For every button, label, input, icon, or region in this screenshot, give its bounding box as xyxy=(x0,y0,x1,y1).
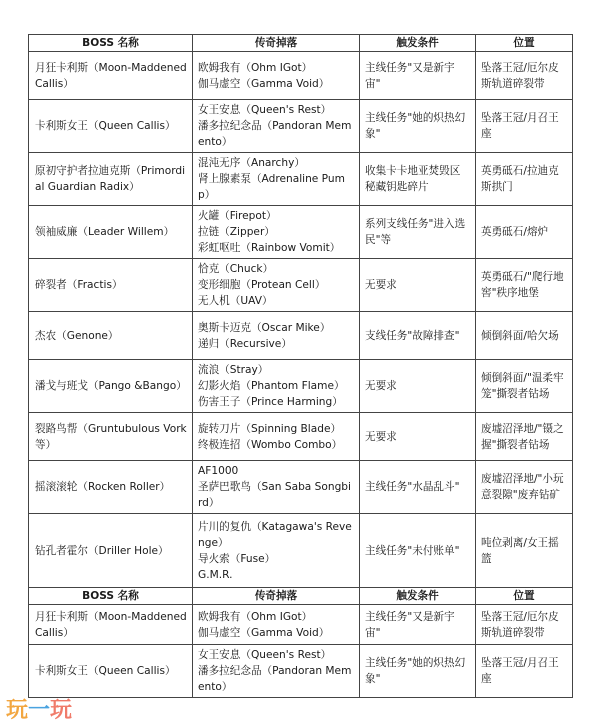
trigger-condition: 主线任务"未付账单" xyxy=(360,514,476,588)
column-header: 触发条件 xyxy=(360,588,476,605)
drop-item: 圣萨巴歌鸟（San Saba Songbird） xyxy=(198,481,351,509)
watermark-logo xyxy=(6,693,72,724)
drop-item: 变形细胞（Protean Cell） xyxy=(198,279,326,291)
trigger-condition: 无要求 xyxy=(360,413,476,461)
column-header: BOSS 名称 xyxy=(29,588,193,605)
legendary-drops xyxy=(193,360,360,413)
boss-name: 杰农（Genone） xyxy=(29,312,193,360)
drop-item: G.M.R. xyxy=(198,568,233,581)
trigger-condition: 支线任务"故障排查" xyxy=(360,312,476,360)
watermark-char: 一 xyxy=(28,698,51,723)
table-row xyxy=(29,52,573,100)
boss-table xyxy=(28,34,573,698)
drop-item: AF1000 xyxy=(198,465,239,477)
location: 坠落王冠/厄尔皮斯轨道碎裂带 xyxy=(476,52,573,100)
trigger-condition: 主线任务"她的炽热幻象" xyxy=(360,100,476,153)
legendary-drops xyxy=(193,413,360,461)
drop-item: 终极连招（Wombo Combo） xyxy=(198,438,343,451)
drop-item: 伽马虚空（Gamma Void） xyxy=(198,626,330,639)
drop-item: 欧姆我有（Ohm IGot） xyxy=(198,610,313,623)
drop-item: 伽马虚空（Gamma Void） xyxy=(198,77,330,90)
table-row xyxy=(29,645,573,698)
legendary-drops xyxy=(193,514,360,588)
drop-item: 片川的复仇（Katagawa's Revenge） xyxy=(198,520,352,549)
location: 英勇砥石/"爬行地窖"秩序地堡 xyxy=(476,259,573,312)
location: 英勇砥石/拉迪克斯拱门 xyxy=(476,153,573,206)
legendary-drops xyxy=(193,461,360,514)
legendary-drops xyxy=(193,312,360,360)
table-row xyxy=(29,605,573,645)
drop-item: 伤害王子（Prince Harming） xyxy=(198,396,343,408)
legendary-drops xyxy=(193,605,360,645)
boss-name: 摇滚滚轮（Rocken Roller） xyxy=(29,461,193,514)
location: 坠落王冠/厄尔皮斯轨道碎裂带 xyxy=(476,605,573,645)
legendary-drops xyxy=(193,259,360,312)
location: 废墟沼泽地/"小玩意裂隙"废弃钻矿 xyxy=(476,461,573,514)
drop-item: 奥斯卡迈克（Oscar Mike） xyxy=(198,321,331,334)
location: 废墟沼泽地/"镊之握"撕裂者钻场 xyxy=(476,413,573,461)
table-row xyxy=(29,100,573,153)
table-row xyxy=(29,312,573,360)
trigger-condition: 无要求 xyxy=(360,360,476,413)
drop-item: 无人机（UAV） xyxy=(198,295,273,307)
legendary-drops xyxy=(193,100,360,153)
drop-item: 导火索（Fuse） xyxy=(198,552,276,565)
column-header: 位置 xyxy=(476,35,573,52)
boss-name: 月狂卡利斯（Moon-Maddened Callis） xyxy=(29,605,193,645)
boss-name: 钻孔者霍尔（Driller Hole） xyxy=(29,514,193,588)
boss-name: 卡利斯女王（Queen Callis） xyxy=(29,645,193,698)
location: 英勇砥石/熔炉 xyxy=(476,206,573,259)
drop-item: 火罐（Firepot） xyxy=(198,210,277,222)
header-row xyxy=(29,588,573,605)
trigger-condition: 收集卡卡地亚焚毁区秘藏钥匙碎片 xyxy=(360,153,476,206)
boss-name: 领袖威廉（Leader Willem） xyxy=(29,206,193,259)
drop-item: 潘多拉纪念品（Pandoran Memento） xyxy=(198,120,352,148)
column-header: BOSS 名称 xyxy=(29,35,193,52)
trigger-condition: 无要求 xyxy=(360,259,476,312)
table-row xyxy=(29,259,573,312)
table-row xyxy=(29,153,573,206)
boss-name: 裂路鸟帮（Gruntubulous Vork 等） xyxy=(29,413,193,461)
column-header: 传奇掉落 xyxy=(193,35,360,52)
trigger-condition: 主线任务"又是新宇宙" xyxy=(360,605,476,645)
drop-item: 彩虹呕吐（Rainbow Vomit） xyxy=(198,242,341,254)
trigger-condition: 主线任务"又是新宇宙" xyxy=(360,52,476,100)
legendary-drops xyxy=(193,153,360,206)
legendary-drops xyxy=(193,645,360,698)
drop-item: 欧姆我有（Ohm IGot） xyxy=(198,61,313,74)
header-row xyxy=(29,35,573,52)
drop-item: 混沌无序（Anarchy） xyxy=(198,157,305,169)
drop-item: 拉链（Zipper） xyxy=(198,226,275,238)
location: 倾倒斜面/哈欠场 xyxy=(476,312,573,360)
column-header: 位置 xyxy=(476,588,573,605)
drop-item: 恰克（Chuck） xyxy=(198,263,274,275)
location: 坠落王冠/月召王座 xyxy=(476,100,573,153)
drop-item: 女王安息（Queen's Rest） xyxy=(198,649,332,661)
drop-item: 潘多拉纪念品（Pandoran Memento） xyxy=(198,665,352,693)
column-header: 传奇掉落 xyxy=(193,588,360,605)
drop-item: 旋转刀片（Spinning Blade） xyxy=(198,422,342,435)
table-row xyxy=(29,206,573,259)
table-row xyxy=(29,360,573,413)
boss-name: 潘戈与班戈（Pango &Bango） xyxy=(29,360,193,413)
boss-name: 卡利斯女王（Queen Callis） xyxy=(29,100,193,153)
column-header: 触发条件 xyxy=(360,35,476,52)
location: 吨位剥离/女王摇篮 xyxy=(476,514,573,588)
trigger-condition: 系列支线任务"进入选民"等 xyxy=(360,206,476,259)
boss-name: 碎裂者（Fractis） xyxy=(29,259,193,312)
boss-name: 月狂卡利斯（Moon-Maddened Callis） xyxy=(29,52,193,100)
watermark-char: 玩 xyxy=(6,698,29,723)
legendary-drops xyxy=(193,52,360,100)
drop-item: 女王安息（Queen's Rest） xyxy=(198,104,332,116)
drop-item: 流浪（Stray） xyxy=(198,364,269,376)
boss-name: 原初守护者拉迪克斯（Primordial Guardian Radix） xyxy=(29,153,193,206)
trigger-condition: 主线任务"她的炽热幻象" xyxy=(360,645,476,698)
watermark-char: 玩 xyxy=(50,698,73,723)
drop-item: 递归（Recursive） xyxy=(198,337,292,350)
table-row xyxy=(29,413,573,461)
location: 坠落王冠/月召王座 xyxy=(476,645,573,698)
trigger-condition: 主线任务"水晶乱斗" xyxy=(360,461,476,514)
table-row xyxy=(29,461,573,514)
location: 倾倒斜面/"温柔牢笼"撕裂者钻场 xyxy=(476,360,573,413)
legendary-drops xyxy=(193,206,360,259)
drop-item: 肾上腺素泵（Adrenaline Pump） xyxy=(198,173,345,201)
drop-item: 幻影火焰（Phantom Flame） xyxy=(198,380,345,392)
table-row xyxy=(29,514,573,588)
